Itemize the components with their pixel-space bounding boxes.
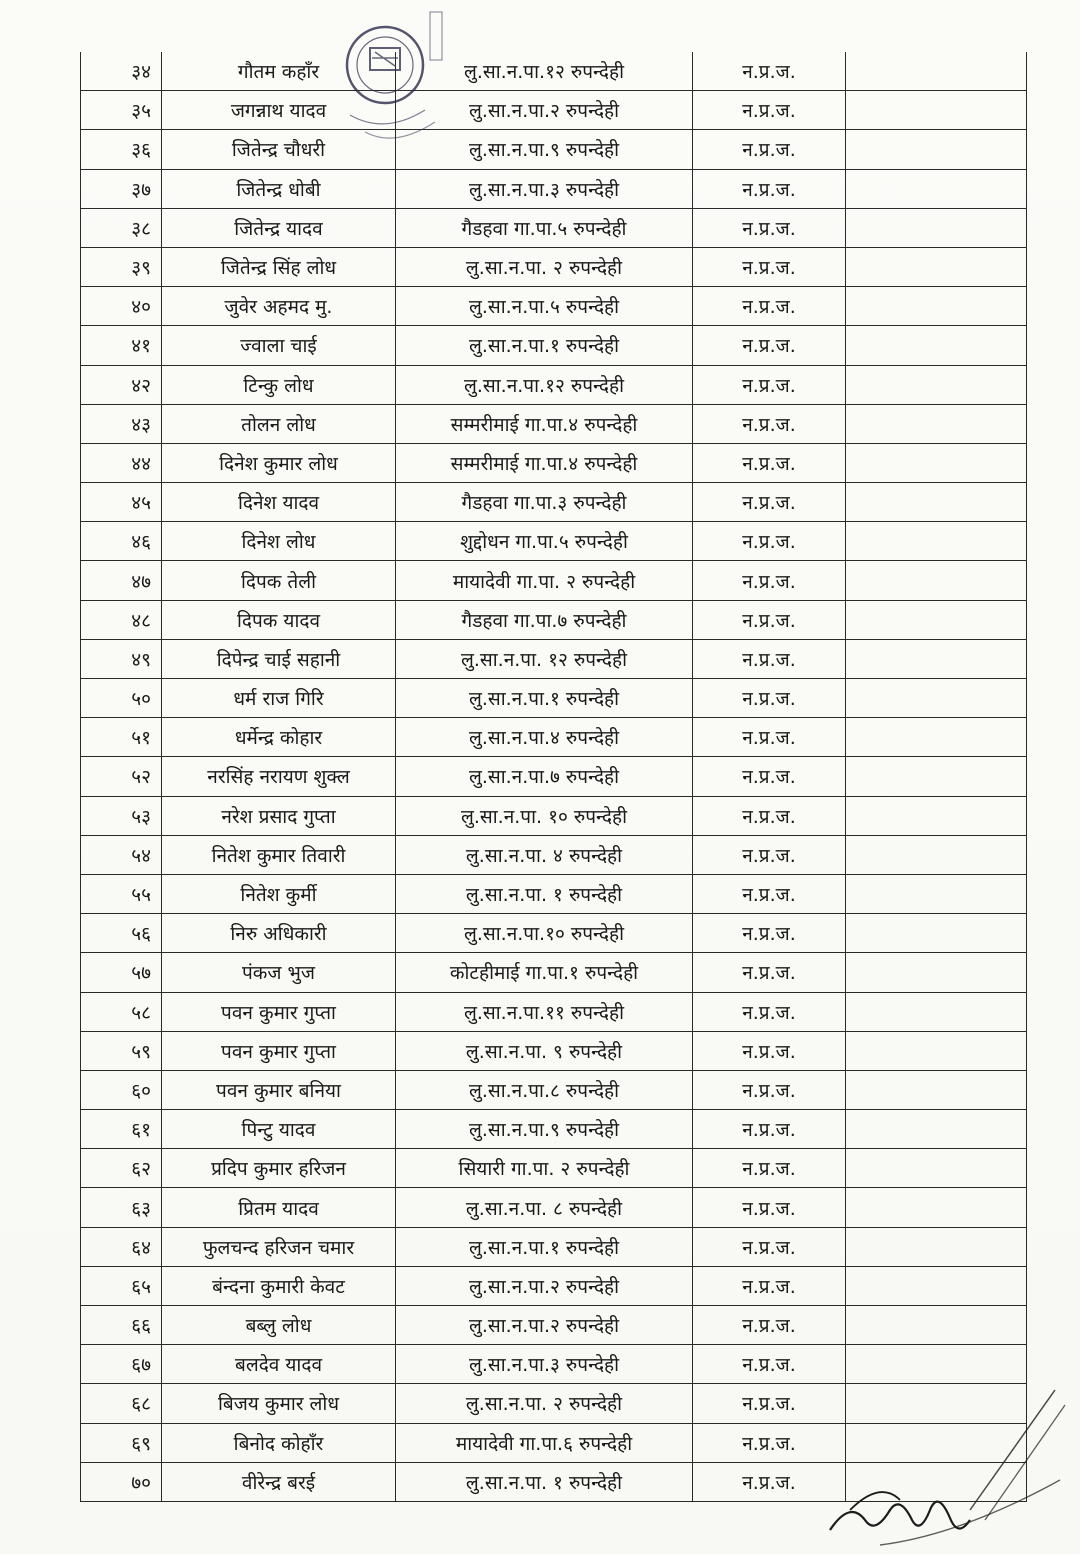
remark-cell <box>846 1031 1027 1070</box>
address-cell: लु.सा.न.पा.३ रुपन्देही <box>396 169 693 208</box>
remark-cell <box>846 1306 1027 1345</box>
serial-number-cell: ३५ <box>81 91 162 130</box>
remark-cell <box>846 169 1027 208</box>
name-cell: नरसिंह नरायण शुक्ल <box>162 757 396 796</box>
address-cell: लु.सा.न.पा. १० रुपन्देही <box>396 796 693 835</box>
name-cell: ज्वाला चाई <box>162 326 396 365</box>
category-cell: न.प्र.ज. <box>693 1462 846 1501</box>
category-cell: न.प्र.ज. <box>693 1110 846 1149</box>
address-cell: सियारी गा.पा. २ रुपन्देही <box>396 1149 693 1188</box>
table-row <box>81 91 1027 130</box>
category-cell: न.प्र.ज. <box>693 600 846 639</box>
name-cell: दिपेन्द्र चाई सहानी <box>162 639 396 678</box>
remark-cell <box>846 639 1027 678</box>
table-row <box>81 443 1027 482</box>
serial-number-cell: ३६ <box>81 130 162 169</box>
table-row <box>81 208 1027 247</box>
serial-number-cell: ५९ <box>81 1031 162 1070</box>
address-cell: मायादेवी गा.पा.६ रुपन्देही <box>396 1423 693 1462</box>
remark-cell <box>846 718 1027 757</box>
remark-cell <box>846 914 1027 953</box>
address-cell: लु.सा.न.पा.१ रुपन्देही <box>396 326 693 365</box>
serial-number-cell: ६९ <box>81 1423 162 1462</box>
remark-cell <box>846 326 1027 365</box>
name-cell: धर्मेन्द्र कोहार <box>162 718 396 757</box>
name-cell: प्रितम यादव <box>162 1188 396 1227</box>
name-cell: दिनेश कुमार लोध <box>162 443 396 482</box>
serial-number-cell: ४६ <box>81 522 162 561</box>
serial-number-cell: ६० <box>81 1070 162 1109</box>
serial-number-cell: ३८ <box>81 208 162 247</box>
category-cell: न.प्र.ज. <box>693 208 846 247</box>
category-cell: न.प्र.ज. <box>693 757 846 796</box>
table-row <box>81 600 1027 639</box>
name-cell: फुलचन्द हरिजन चमार <box>162 1227 396 1266</box>
name-cell: पिन्टु यादव <box>162 1110 396 1149</box>
address-cell: लु.सा.न.पा.८ रुपन्देही <box>396 1070 693 1109</box>
name-cell: बंन्दना कुमारी केवट <box>162 1266 396 1305</box>
remark-cell <box>846 561 1027 600</box>
name-cell: दिनेश यादव <box>162 483 396 522</box>
name-cell: जितेन्द्र यादव <box>162 208 396 247</box>
serial-number-cell: ५२ <box>81 757 162 796</box>
table-row <box>81 874 1027 913</box>
address-cell: मायादेवी गा.पा. २ रुपन्देही <box>396 561 693 600</box>
remark-cell <box>846 443 1027 482</box>
serial-number-cell: ५४ <box>81 835 162 874</box>
address-cell: लु.सा.न.पा. १२ रुपन्देही <box>396 639 693 678</box>
remark-cell <box>846 91 1027 130</box>
category-cell: न.प्र.ज. <box>693 914 846 953</box>
address-cell: गैडहवा गा.पा.३ रुपन्देही <box>396 483 693 522</box>
name-cell: दिपक तेली <box>162 561 396 600</box>
category-cell: न.प्र.ज. <box>693 679 846 718</box>
table-row <box>81 522 1027 561</box>
table-row <box>81 326 1027 365</box>
serial-number-cell: ५३ <box>81 796 162 835</box>
name-cell: गौतम कहाँर <box>162 52 396 91</box>
serial-number-cell: ४१ <box>81 326 162 365</box>
category-cell: न.प्र.ज. <box>693 1070 846 1109</box>
category-cell: न.प्र.ज. <box>693 1227 846 1266</box>
category-cell: न.प्र.ज. <box>693 874 846 913</box>
serial-number-cell: ४२ <box>81 365 162 404</box>
address-cell: सम्मरीमाई गा.पा.४ रुपन्देही <box>396 443 693 482</box>
category-cell: न.प्र.ज. <box>693 1384 846 1423</box>
beneficiary-table <box>80 52 1027 1502</box>
name-cell: नितेश कुर्मी <box>162 874 396 913</box>
serial-number-cell: ३७ <box>81 169 162 208</box>
category-cell: न.प्र.ज. <box>693 365 846 404</box>
category-cell: न.प्र.ज. <box>693 443 846 482</box>
name-cell: बिजय कुमार लोध <box>162 1384 396 1423</box>
serial-number-cell: ५६ <box>81 914 162 953</box>
name-cell: बलदेव यादव <box>162 1345 396 1384</box>
address-cell: लु.सा.न.पा.१ रुपन्देही <box>396 679 693 718</box>
name-cell: नरेश प्रसाद गुप्ता <box>162 796 396 835</box>
serial-number-cell: ४७ <box>81 561 162 600</box>
category-cell: न.प्र.ज. <box>693 169 846 208</box>
remark-cell <box>846 679 1027 718</box>
table-row <box>81 169 1027 208</box>
address-cell: लु.सा.न.पा. २ रुपन्देही <box>396 247 693 286</box>
serial-number-cell: ५१ <box>81 718 162 757</box>
category-cell: न.प्र.ज. <box>693 1031 846 1070</box>
category-cell: न.प्र.ज. <box>693 835 846 874</box>
name-cell: दिपक यादव <box>162 600 396 639</box>
address-cell: गैडहवा गा.पा.५ रुपन्देही <box>396 208 693 247</box>
remark-cell <box>846 1070 1027 1109</box>
category-cell: न.प्र.ज. <box>693 130 846 169</box>
address-cell: लु.सा.न.पा. १ रुपन्देही <box>396 874 693 913</box>
name-cell: तोलन लोध <box>162 404 396 443</box>
name-cell: पवन कुमार गुप्ता <box>162 992 396 1031</box>
address-cell: लु.सा.न.पा. २ रुपन्देही <box>396 1384 693 1423</box>
category-cell: न.प्र.ज. <box>693 1306 846 1345</box>
address-cell: लु.सा.न.पा. १ रुपन्देही <box>396 1462 693 1501</box>
serial-number-cell: ६२ <box>81 1149 162 1188</box>
category-cell: न.प्र.ज. <box>693 953 846 992</box>
address-cell: लु.सा.न.पा.१२ रुपन्देही <box>396 365 693 404</box>
table-row <box>81 718 1027 757</box>
serial-number-cell: ६१ <box>81 1110 162 1149</box>
serial-number-cell: ४९ <box>81 639 162 678</box>
table-row <box>81 1188 1027 1227</box>
table-row <box>81 953 1027 992</box>
table-row <box>81 404 1027 443</box>
remark-cell <box>846 1149 1027 1188</box>
address-cell: लु.सा.न.पा.९ रुपन्देही <box>396 1110 693 1149</box>
serial-number-cell: ४५ <box>81 483 162 522</box>
remark-cell <box>846 600 1027 639</box>
category-cell: न.प्र.ज. <box>693 992 846 1031</box>
name-cell: धर्म राज गिरि <box>162 679 396 718</box>
category-cell: न.प्र.ज. <box>693 522 846 561</box>
address-cell: लु.सा.न.पा.४ रुपन्देही <box>396 718 693 757</box>
remark-cell <box>846 796 1027 835</box>
serial-number-cell: ६३ <box>81 1188 162 1227</box>
remark-cell <box>846 52 1027 91</box>
name-cell: जितेन्द्र सिंह लोध <box>162 247 396 286</box>
name-cell: बिनोद कोहाँर <box>162 1423 396 1462</box>
category-cell: न.प्र.ज. <box>693 561 846 600</box>
serial-number-cell: ५८ <box>81 992 162 1031</box>
serial-number-cell: ४८ <box>81 600 162 639</box>
category-cell: न.प्र.ज. <box>693 796 846 835</box>
remark-cell <box>846 835 1027 874</box>
serial-number-cell: ६८ <box>81 1384 162 1423</box>
category-cell: न.प्र.ज. <box>693 1266 846 1305</box>
table-row <box>81 1149 1027 1188</box>
name-cell: पवन कुमार गुप्ता <box>162 1031 396 1070</box>
address-cell: लु.सा.न.पा. ९ रुपन्देही <box>396 1031 693 1070</box>
address-cell: सम्मरीमाई गा.पा.४ रुपन्देही <box>396 404 693 443</box>
serial-number-cell: ६५ <box>81 1266 162 1305</box>
address-cell: लु.सा.न.पा.१ रुपन्देही <box>396 1227 693 1266</box>
category-cell: न.प्र.ज. <box>693 1423 846 1462</box>
serial-number-cell: ४३ <box>81 404 162 443</box>
serial-number-cell: ६६ <box>81 1306 162 1345</box>
remark-cell <box>846 1110 1027 1149</box>
table-row <box>81 639 1027 678</box>
name-cell: पंकज भुज <box>162 953 396 992</box>
category-cell: न.प्र.ज. <box>693 1149 846 1188</box>
address-cell: लु.सा.न.पा.२ रुपन्देही <box>396 1266 693 1305</box>
category-cell: न.प्र.ज. <box>693 326 846 365</box>
table-row <box>81 1266 1027 1305</box>
remark-cell <box>846 874 1027 913</box>
category-cell: न.प्र.ज. <box>693 639 846 678</box>
address-cell: लु.सा.न.पा. ८ रुपन्देही <box>396 1188 693 1227</box>
address-cell: लु.सा.न.पा. ४ रुपन्देही <box>396 835 693 874</box>
table-row <box>81 679 1027 718</box>
table-row <box>81 1070 1027 1109</box>
category-cell: न.प्र.ज. <box>693 247 846 286</box>
table-body <box>81 52 1027 1501</box>
table-row <box>81 914 1027 953</box>
remark-cell <box>846 992 1027 1031</box>
name-cell: वीरेन्द्र बरई <box>162 1462 396 1501</box>
remark-cell <box>846 1188 1027 1227</box>
table-row <box>81 835 1027 874</box>
address-cell: लु.सा.न.पा.२ रुपन्देही <box>396 1306 693 1345</box>
name-cell: बब्लु लोध <box>162 1306 396 1345</box>
remark-cell <box>846 365 1027 404</box>
remark-cell <box>846 404 1027 443</box>
table-row <box>81 247 1027 286</box>
table-row <box>81 1110 1027 1149</box>
serial-number-cell: ५५ <box>81 874 162 913</box>
name-cell: नितेश कुमार तिवारी <box>162 835 396 874</box>
table-row <box>81 757 1027 796</box>
serial-number-cell: ४४ <box>81 443 162 482</box>
category-cell: न.प्र.ज. <box>693 287 846 326</box>
remark-cell <box>846 1227 1027 1266</box>
address-cell: लु.सा.न.पा.११ रुपन्देही <box>396 992 693 1031</box>
office-stamp <box>330 10 460 160</box>
remark-cell <box>846 953 1027 992</box>
category-cell: न.प्र.ज. <box>693 404 846 443</box>
address-cell: लु.सा.न.पा.७ रुपन्देही <box>396 757 693 796</box>
category-cell: न.प्र.ज. <box>693 1188 846 1227</box>
category-cell: न.प्र.ज. <box>693 483 846 522</box>
serial-number-cell: ६४ <box>81 1227 162 1266</box>
name-cell: जितेन्द्र चौधरी <box>162 130 396 169</box>
serial-number-cell: ५० <box>81 679 162 718</box>
remark-cell <box>846 1266 1027 1305</box>
address-cell: लु.सा.न.पा.१० रुपन्देही <box>396 914 693 953</box>
address-cell: शुद्दोधन गा.पा.५ रुपन्देही <box>396 522 693 561</box>
table-row <box>81 992 1027 1031</box>
address-cell: लु.सा.न.पा.१२ रुपन्देही <box>396 52 693 91</box>
name-cell: प्रदिप कुमार हरिजन <box>162 1149 396 1188</box>
address-cell: लु.सा.न.पा.९ रुपन्देही <box>396 130 693 169</box>
table-row <box>81 52 1027 91</box>
address-cell: लु.सा.न.पा.५ रुपन्देही <box>396 287 693 326</box>
name-cell: जितेन्द्र धोबी <box>162 169 396 208</box>
name-cell: टिन्कु लोध <box>162 365 396 404</box>
serial-number-cell: ३४ <box>81 52 162 91</box>
table-row <box>81 287 1027 326</box>
table-row <box>81 1031 1027 1070</box>
name-cell: जुवेर अहमद मु. <box>162 287 396 326</box>
table-row <box>81 483 1027 522</box>
serial-number-cell: ७० <box>81 1462 162 1501</box>
category-cell: न.प्र.ज. <box>693 1345 846 1384</box>
remark-cell <box>846 287 1027 326</box>
address-cell: कोटहीमाई गा.पा.१ रुपन्देही <box>396 953 693 992</box>
address-cell: लु.सा.न.पा.२ रुपन्देही <box>396 91 693 130</box>
name-cell: पवन कुमार बनिया <box>162 1070 396 1109</box>
table-row <box>81 1306 1027 1345</box>
name-cell: दिनेश लोध <box>162 522 396 561</box>
table-row <box>81 561 1027 600</box>
name-cell: जगन्नाथ यादव <box>162 91 396 130</box>
category-cell: न.प्र.ज. <box>693 718 846 757</box>
remark-cell <box>846 483 1027 522</box>
signature <box>820 1360 1070 1554</box>
table-row <box>81 1227 1027 1266</box>
serial-number-cell: ३९ <box>81 247 162 286</box>
address-cell: गैडहवा गा.पा.७ रुपन्देही <box>396 600 693 639</box>
remark-cell <box>846 208 1027 247</box>
table-row <box>81 796 1027 835</box>
remark-cell <box>846 130 1027 169</box>
serial-number-cell: ६७ <box>81 1345 162 1384</box>
remark-cell <box>846 247 1027 286</box>
remark-cell <box>846 757 1027 796</box>
category-cell: न.प्र.ज. <box>693 91 846 130</box>
remark-cell <box>846 522 1027 561</box>
table-row <box>81 130 1027 169</box>
serial-number-cell: ४० <box>81 287 162 326</box>
name-cell: निरु अधिकारी <box>162 914 396 953</box>
address-cell: लु.सा.न.पा.३ रुपन्देही <box>396 1345 693 1384</box>
table-row <box>81 365 1027 404</box>
serial-number-cell: ५७ <box>81 953 162 992</box>
category-cell: न.प्र.ज. <box>693 52 846 91</box>
